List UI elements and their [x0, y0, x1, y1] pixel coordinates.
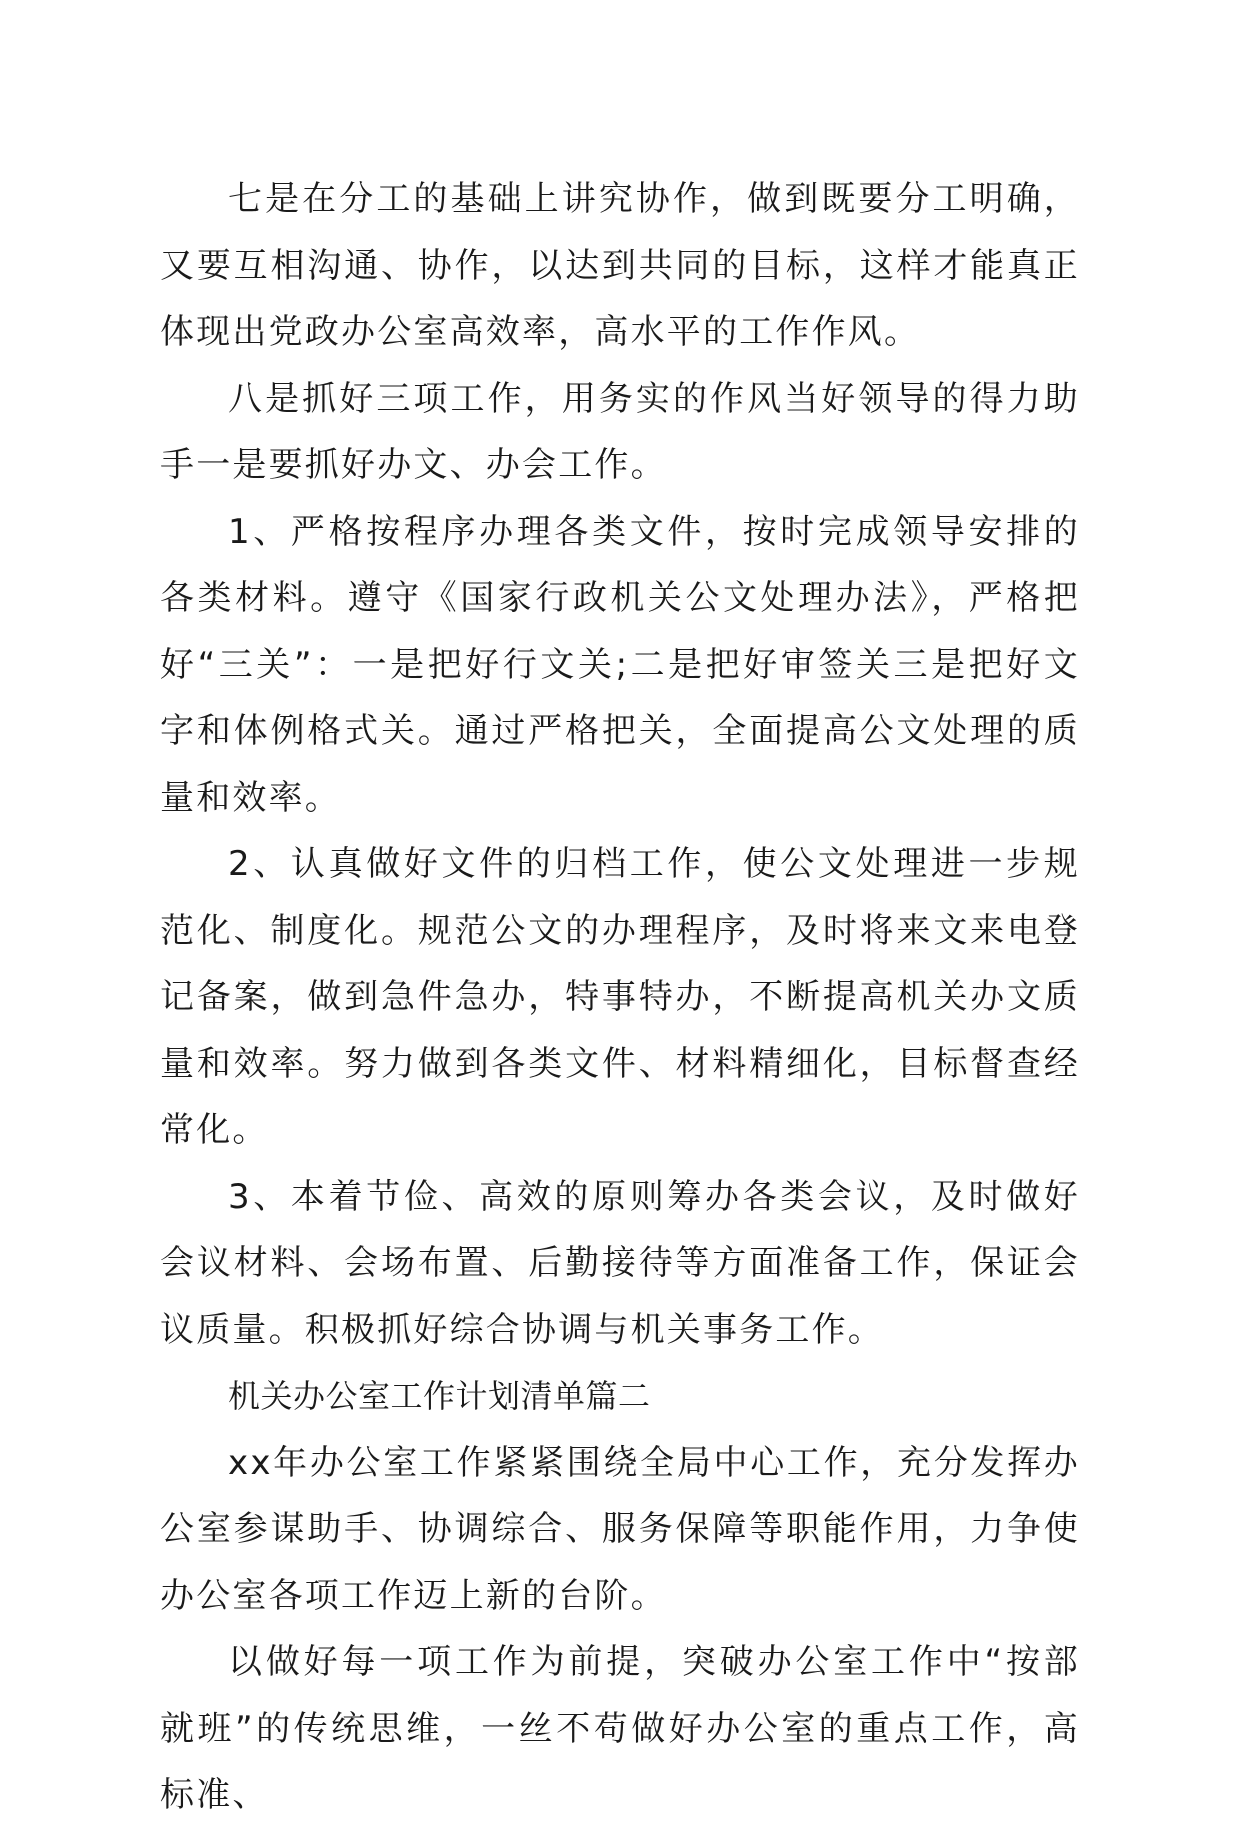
paragraph-intro: xx年办公室工作紧紧围绕全局中心工作，充分发挥办公室参谋助手、协调综合、服务保障等职能作用，力争使办公室各项工作迈上新的台阶。	[160, 1442, 1080, 1616]
section-heading: 机关办公室工作计划清单篇二	[228, 1377, 651, 1415]
document-body	[160, 166, 1080, 1829]
paragraph-premise: 以做好每一项工作为前提，突破办公室工作中“按部就班”的传统思维，一丝不苟做好办公室的重点工作，高标准、	[160, 1642, 1080, 1815]
paragraph-8: 八是抓好三项工作，用务实的作风当好领导的得力助手一是要抓好办文、办会工作。	[160, 378, 1080, 485]
paragraph-7: 七是在分工的基础上讲究协作，做到既要分工明确，又要互相沟通、协作，以达到共同的目标，这样才能真正体现出党政办公室高效率，高水平的工作作风。	[160, 179, 1080, 352]
paragraph-item-3: 3、本着节俭、高效的原则筹办各类会议，及时做好会议材料、会场布置、后勤接待等方面准备工作，保证会议质量。积极抓好综合协调与机关事务工作。	[160, 1176, 1080, 1350]
paragraph-item-2: 2、认真做好文件的归档工作，使公文处理进一步规范化、制度化。规范公文的办理程序，及时将来文来电登记备案，做到急件急办，特事特办，不断提高机关办文质量和效率。努力做到各类文件、材料精细化，目标督查经常化。	[160, 844, 1080, 1150]
paragraph-item-1: 1、严格按程序办理各类文件，按时完成领导安排的各类材料。遵守《国家行政机关公文处理办法》，严格把好“三关”：一是把好行文关;二是把好审签关三是把好文字和体例格式关。通过严格把关，全面提高公文处理的质量和效率。	[160, 511, 1080, 818]
